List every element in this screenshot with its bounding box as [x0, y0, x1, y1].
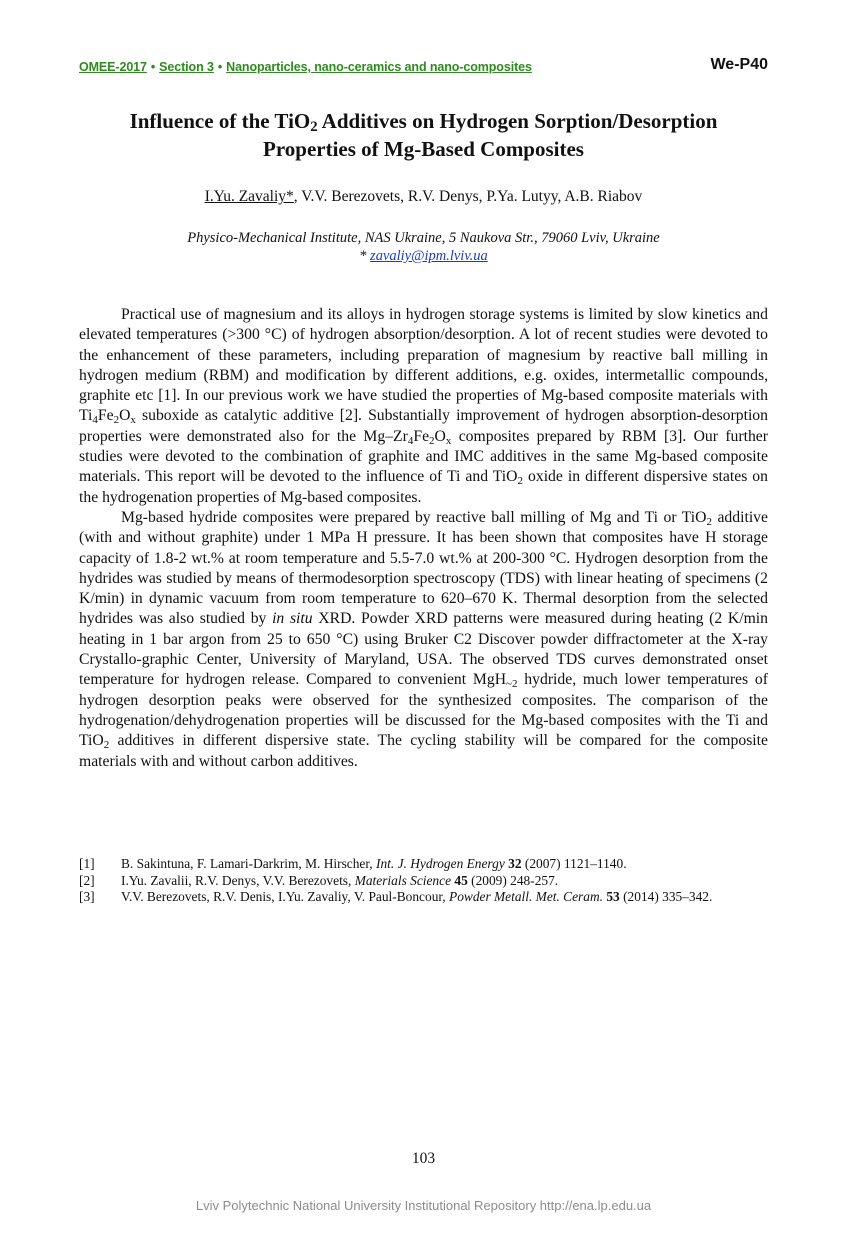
paragraph-1	[79, 305, 768, 508]
affiliation	[60, 229, 787, 265]
email-prefix: *	[359, 248, 371, 264]
reference-authors: V.V. Berezovets, R.V. Denis, I.Yu. Zavaliy, V. Paul-Boncour,	[121, 889, 450, 904]
reference-number: [3]	[79, 889, 95, 904]
text-run: additive (with and without graphite) under 1 MPa H pressure. It has been shown that composites have H storage capacity of 1.8-2 wt.% at room temperature and 5.5-7.0 wt.% at 200-300 °C. Hydrogen desorption from the hydrides was studied by means of thermodesorption spectroscopy (TDS) with linear heating of specimens (2 K/min) in dynamic vacuum from room temperature to 620–670 K. Thermal desorption from the selected hydrides was also studied by	[79, 508, 768, 628]
reference-pages: (2014) 335–342.	[619, 889, 713, 904]
reference-list	[79, 856, 768, 906]
reference-text	[121, 856, 768, 873]
subscript: 4	[407, 434, 414, 447]
abstract-body	[79, 305, 768, 772]
title-line-1-cont: Additives on Hydrogen Sorption/Desorption	[317, 109, 718, 133]
page-number: 103	[411, 1150, 436, 1167]
subscript: 2	[103, 739, 110, 752]
subscript: 2	[517, 475, 523, 488]
title-line-2: Properties of Mg-Based Composites	[263, 137, 584, 161]
reference-item	[79, 889, 768, 906]
italic-text: in situ	[272, 610, 313, 628]
subscript: 2	[113, 414, 120, 427]
text-run: XRD. Powder XRD patterns were measured during heating (2 K/min heating in 1 bar argon from 25 to 650 °C) using Bruker C2 Discover powder diffractometer at the X-ray Crystallo-graphic Center, University of Maryland, USA. The observed TDS curves demonstrated onset temperature for hydrogen release. Compared to convenient MgH	[79, 610, 768, 689]
reference-authors: B. Sakintuna, F. Lamari-Darkrim, M. Hirscher,	[121, 856, 376, 871]
repository-footer: Lviv Polytechnic National University Institutional Repository http://ena.lp.edu.ua	[195, 1198, 652, 1213]
text-run: O	[434, 427, 446, 445]
text-run: composites prepared by RBM [3]. Our further studies were devoted to the combination of graphite and IMC additives in the same Mg-based composite materials. This report will be devoted to the influence of Ti and TiO	[79, 427, 768, 486]
reference-journal: Materials Science	[354, 872, 452, 888]
text-run: additives in different dispersive state. The cycling stability will be compared for the composite materials with and without carbon additives.	[79, 732, 768, 770]
reference-authors: I.Yu. Zavalii, R.V. Denys, V.V. Berezovets,	[121, 872, 355, 888]
conference-name: OMEE-2017	[79, 60, 147, 74]
reference-volume: 45	[454, 872, 468, 888]
subscript: ~2	[506, 678, 518, 691]
reference-pages: (2009) 248-257.	[467, 872, 559, 888]
paper-title	[60, 107, 787, 163]
section-topic: Nanoparticles, nano-ceramics and nano-composites	[226, 60, 532, 74]
subscript: 4	[92, 414, 98, 427]
text-run: O	[119, 407, 131, 425]
reference-item	[79, 873, 768, 890]
subscript: x	[130, 414, 136, 427]
text-run: hydride, much lower temperatures of hydrogen desorption peaks were observed for the synthesized composites. The comparison of the hydrogenation/dehydrogenation properties will be discussed for the Mg-based composites with the Ti and TiO	[79, 671, 768, 750]
reference-pages: (2007) 1121–1140.	[521, 856, 627, 871]
page-header	[79, 56, 768, 78]
reference-number: [1]	[79, 856, 95, 871]
reference-text	[121, 889, 768, 906]
text-run: oxide in different dispersive states on the hydrogenation properties of Mg-based composites.	[79, 468, 768, 506]
reference-journal: Int. J. Hydrogen Energy	[376, 856, 505, 871]
co-authors: , V.V. Berezovets, R.V. Denys, P.Ya. Lutyy, A.B. Riabov	[293, 188, 643, 205]
reference-journal: Powder Metall. Met. Ceram.	[449, 889, 603, 904]
running-head	[79, 60, 532, 74]
subscript: 2	[429, 434, 435, 447]
email-link[interactable]: zavaliy@ipm.lviv.ua	[370, 248, 488, 264]
reference-text	[121, 873, 768, 890]
separator-dot: •	[150, 60, 156, 74]
subscript: 2	[706, 515, 712, 528]
text-run: Fe	[413, 427, 430, 445]
text-run: Practical use of magnesium and its alloys in hydrogen storage systems is limited by slow kinetics and elevated temperatures (>300 °C) of hydrogen absorption/desorption. A lot of recent studies were devoted to the enhancement of these parameters, including preparation of magnesium by reactive ball milling in hydrogen medium (RBM) and modification by different additions, e.g. oxides, intermetallic compounds, graphite etc [1]. In our previous work we have studied the properties of Mg-based composite materials with Ti	[79, 306, 768, 425]
reference-volume: 32	[508, 856, 522, 871]
presenting-author: I.Yu. Zavaliy*	[204, 188, 294, 205]
text-run: suboxide as catalytic additive [2]. Substantially improvement of hydrogen absorption-desorption properties were demonstrated also for the Mg–Zr	[79, 407, 768, 445]
reference-volume: 53	[606, 889, 620, 904]
section-name: Section 3	[159, 60, 214, 74]
institute: Physico-Mechanical Institute, NAS Ukraine, 5 Naukova Str., 79060 Lviv, Ukraine	[187, 230, 660, 246]
subscript: x	[445, 434, 452, 447]
paragraph-2	[79, 508, 768, 772]
separator-dot: •	[217, 60, 223, 74]
reference-item	[79, 856, 768, 873]
text-run: Fe	[97, 407, 114, 425]
reference-number: [2]	[79, 872, 95, 888]
title-subscript: 2	[310, 119, 318, 135]
text-run: Mg-based hydride composites were prepared by reactive ball milling of Mg and Ti or TiO	[121, 508, 707, 526]
title-line-1: Influence of the TiO	[129, 109, 311, 133]
author-list	[60, 188, 787, 206]
poster-code: We-P40	[710, 56, 768, 73]
